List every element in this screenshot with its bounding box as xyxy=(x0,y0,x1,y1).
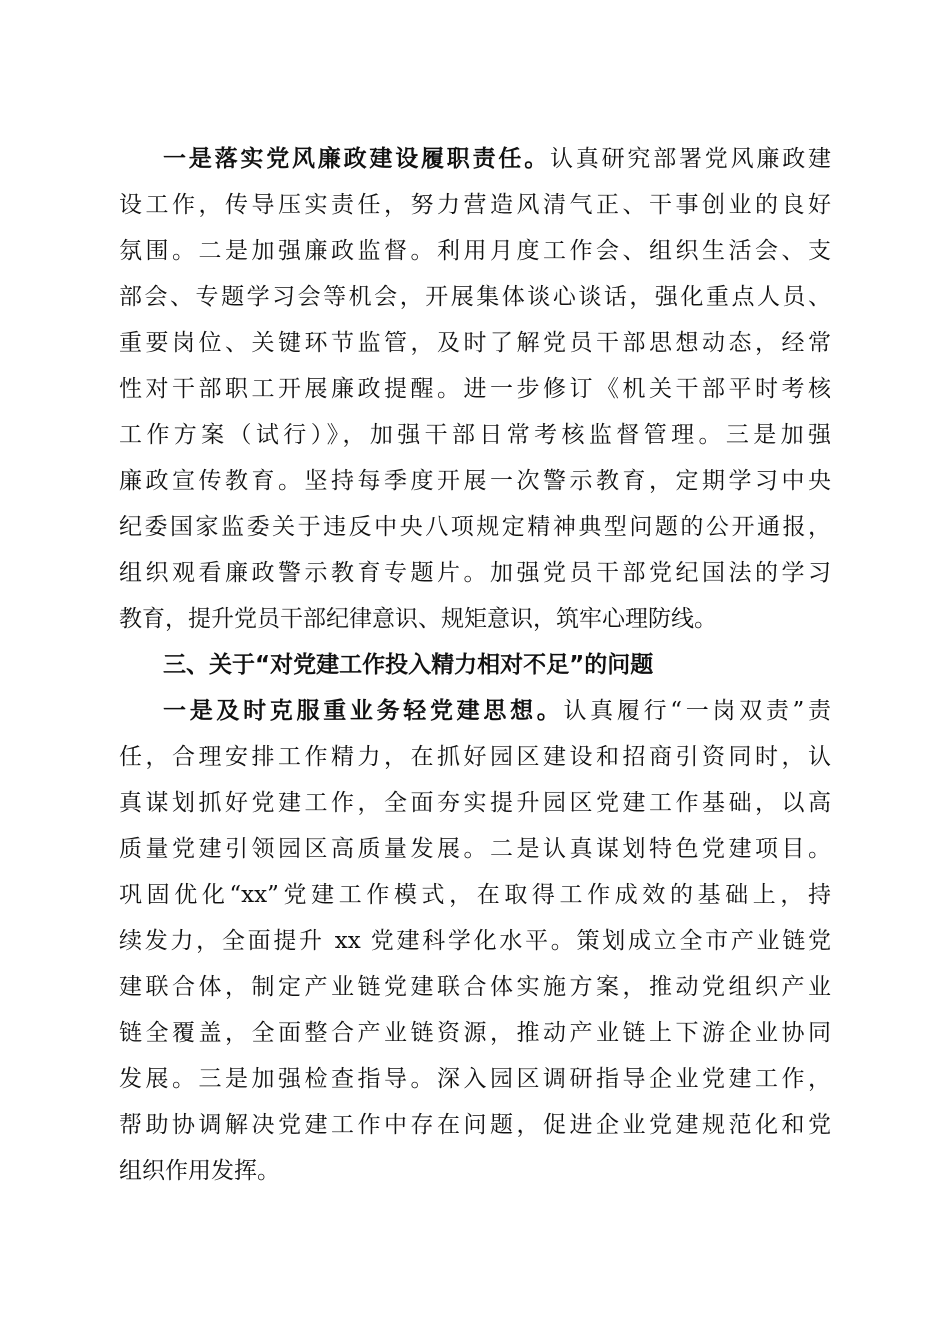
paragraph-line: 链全覆盖，全面整合产业链资源，推动产业链上下游企业协同 xyxy=(119,1020,831,1046)
paragraph-line: 真谋划抓好党建工作，全面夯实提升园区党建工作基础，以高 xyxy=(119,790,831,816)
paragraph-line: 设工作，传导压实责任，努力营造风清气正、干事创业的良好 xyxy=(119,192,831,218)
paragraph-line: 组织作用发挥。 xyxy=(119,1158,280,1184)
paragraph-line xyxy=(119,688,831,734)
paragraph-line: 建联合体，制定产业链党建联合体实施方案，推动党组织产业 xyxy=(119,974,831,1000)
paragraph-line: 部会、专题学习会等机会，开展集体谈心谈话，强化重点人员、 xyxy=(119,284,831,310)
paragraph-line: 组织观看廉政警示教育专题片。加强党员干部党纪国法的学习 xyxy=(119,560,831,586)
paragraph-line: 任，合理安排工作精力，在抓好园区建设和招商引资同时，认 xyxy=(119,744,831,770)
lead-phrase: 一是及时克服重业务轻党建思想。 xyxy=(163,697,564,724)
paragraph-line: 发展。三是加强检查指导。深入园区调研指导企业党建工作， xyxy=(119,1066,831,1092)
document-body xyxy=(119,136,831,1194)
paragraph-line: 纪委国家监委关于违反中央八项规定精神典型问题的公开通报， xyxy=(119,514,831,540)
paragraph-line: 质量党建引领园区高质量发展。二是认真谋划特色党建项目。 xyxy=(119,836,831,862)
paragraph-discipline-measures xyxy=(119,136,831,642)
paragraph-party-building-measures xyxy=(119,688,831,1194)
section-heading-3: 三、关于“对党建工作投入精力相对不足”的问题 xyxy=(163,652,654,678)
paragraph-line: 巩固优化“xx”党建工作模式，在取得工作成效的基础上，持 xyxy=(119,882,831,908)
paragraph-line: 工作方案（试行）》，加强干部日常考核监督管理。三是加强 xyxy=(119,422,831,448)
lead-phrase: 一是落实党风廉政建设履职责任。 xyxy=(163,145,550,172)
paragraph-line: 性对干部职工开展廉政提醒。进一步修订《机关干部平时考核 xyxy=(119,376,831,402)
line-text: 认真履行“一岗双责”责 xyxy=(563,698,831,724)
paragraph-line: 教育，提升党员干部纪律意识、规矩意识，筑牢心理防线。 xyxy=(119,606,717,632)
paragraph-line: 廉政宣传教育。坚持每季度开展一次警示教育，定期学习中央 xyxy=(119,468,831,494)
line-text: 认真研究部署党风廉政建 xyxy=(550,146,831,172)
paragraph-line xyxy=(119,136,831,182)
paragraph-line: 氛围。二是加强廉政监督。利用月度工作会、组织生活会、支 xyxy=(119,238,831,264)
paragraph-line: 帮助协调解决党建工作中存在问题，促进企业党建规范化和党 xyxy=(119,1112,831,1138)
paragraph-line: 重要岗位、关键环节监管，及时了解党员干部思想动态，经常 xyxy=(119,330,831,356)
paragraph-line: 续发力，全面提升 xx 党建科学化水平。策划成立全市产业链党 xyxy=(119,928,831,954)
